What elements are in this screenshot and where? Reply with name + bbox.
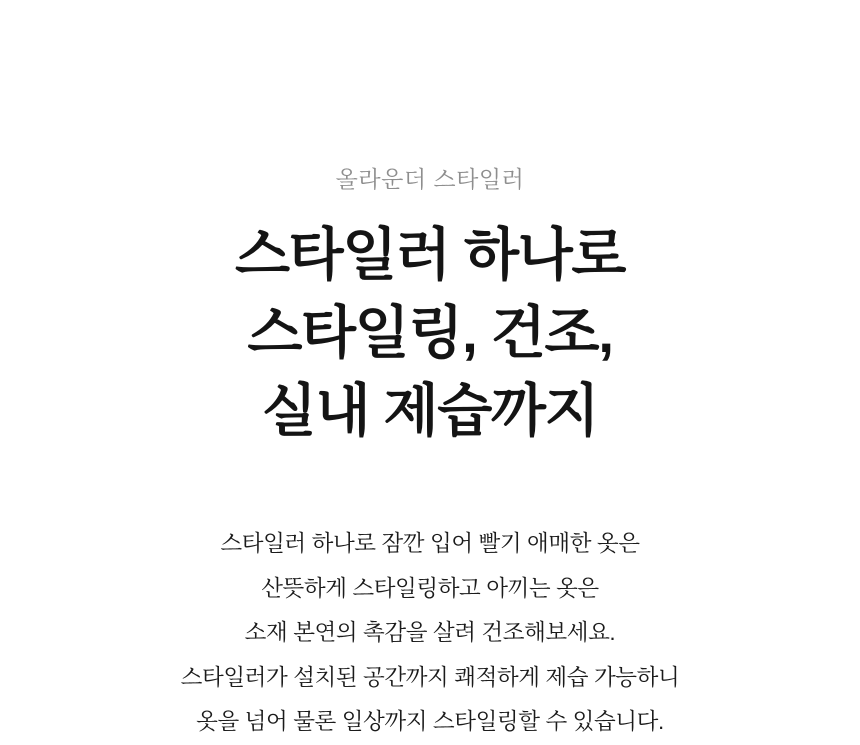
body-line-2: 산뜻하게 스타일링하고 아끼는 옷은 [261, 575, 599, 601]
body-line-4: 스타일러가 설치된 공간까지 쾌적하게 제습 가능하니 [180, 664, 680, 690]
body-line-5: 옷을 넘어 물론 일상까지 스타일링할 수 있습니다. [196, 709, 664, 735]
body-line-1: 스타일러 하나로 잠깐 입어 빨기 애매한 옷은 [220, 531, 640, 557]
promo-headline [235, 216, 625, 450]
promo-eyebrow: 올라운더 스타일러 [335, 166, 525, 192]
promo-body-copy [181, 522, 680, 745]
body-line-3: 소재 본연의 촉감을 살려 건조해보세요. [244, 620, 616, 646]
headline-line-2: 스타일링, 건조, [247, 300, 613, 365]
headline-line-1: 스타일러 하나로 [234, 222, 626, 287]
headline-line-3: 실내 제습까지 [261, 378, 599, 443]
